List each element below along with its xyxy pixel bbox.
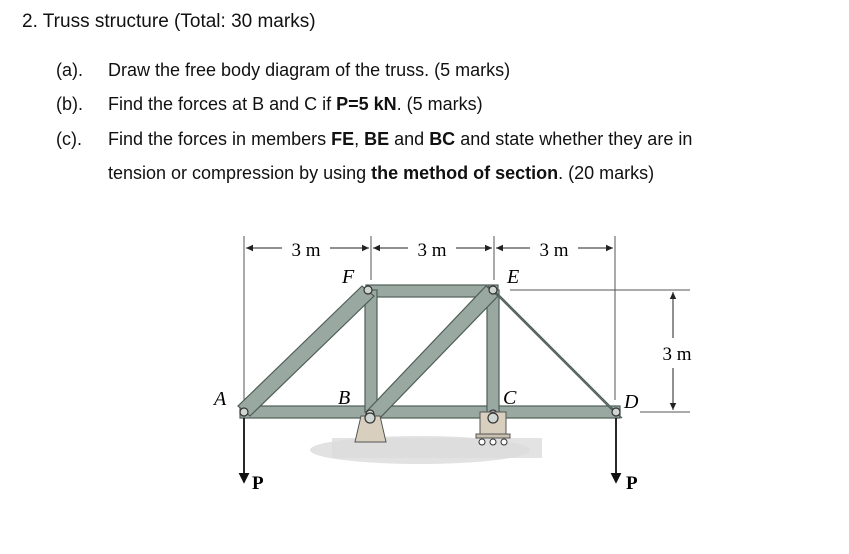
member-ad	[240, 406, 620, 418]
dimension-label-2: 3 m	[417, 240, 447, 261]
node-f-label: F	[342, 266, 355, 288]
part-b-label: (b).	[56, 94, 83, 114]
node-d-label: D	[624, 391, 639, 413]
dimension-label-3: 3 m	[539, 240, 569, 261]
part-c-sep1: ,	[354, 129, 365, 149]
load-label-d: P	[626, 473, 638, 494]
part-c-post: and state whether they are in	[455, 129, 693, 149]
dimension-label-height: 3 m	[662, 344, 692, 365]
node-c-label: C	[503, 387, 517, 409]
part-c-line2-post: . (20 marks)	[558, 163, 655, 183]
part-c-sep2: and	[389, 129, 430, 149]
truss-members	[238, 285, 622, 420]
dimension-label-1: 3 m	[291, 240, 321, 261]
member-af	[238, 286, 374, 416]
question-title: 2. Truss structure (Total: 30 marks)	[22, 11, 316, 32]
part-b-text-pre: Find the forces at B and C if	[108, 94, 337, 114]
load-label-a: P	[252, 473, 264, 494]
node-a-label: A	[214, 388, 227, 410]
support-c	[476, 412, 510, 445]
member-ec	[487, 290, 499, 412]
part-c-pre: Find the forces in members	[108, 129, 332, 149]
member-be-bar	[366, 286, 498, 420]
member-fb	[365, 290, 377, 412]
member-bc: BC	[429, 129, 456, 149]
part-b-text-post: . (5 marks)	[396, 94, 483, 114]
node-e-label: E	[507, 266, 520, 288]
member-fe: FE	[331, 129, 355, 149]
part-a-text: Draw the free body diagram of the truss. (5 marks)	[108, 60, 511, 80]
part-b-load-value: P=5 kN	[336, 94, 397, 114]
part-c-label: (c).	[56, 129, 82, 149]
part-c-line2-pre: tension or compression by using	[108, 163, 372, 183]
method-of-section: the method of section	[371, 163, 559, 183]
node-b-label: B	[338, 387, 351, 409]
member-be: BE	[364, 129, 390, 149]
part-a-label: (a).	[56, 60, 83, 80]
